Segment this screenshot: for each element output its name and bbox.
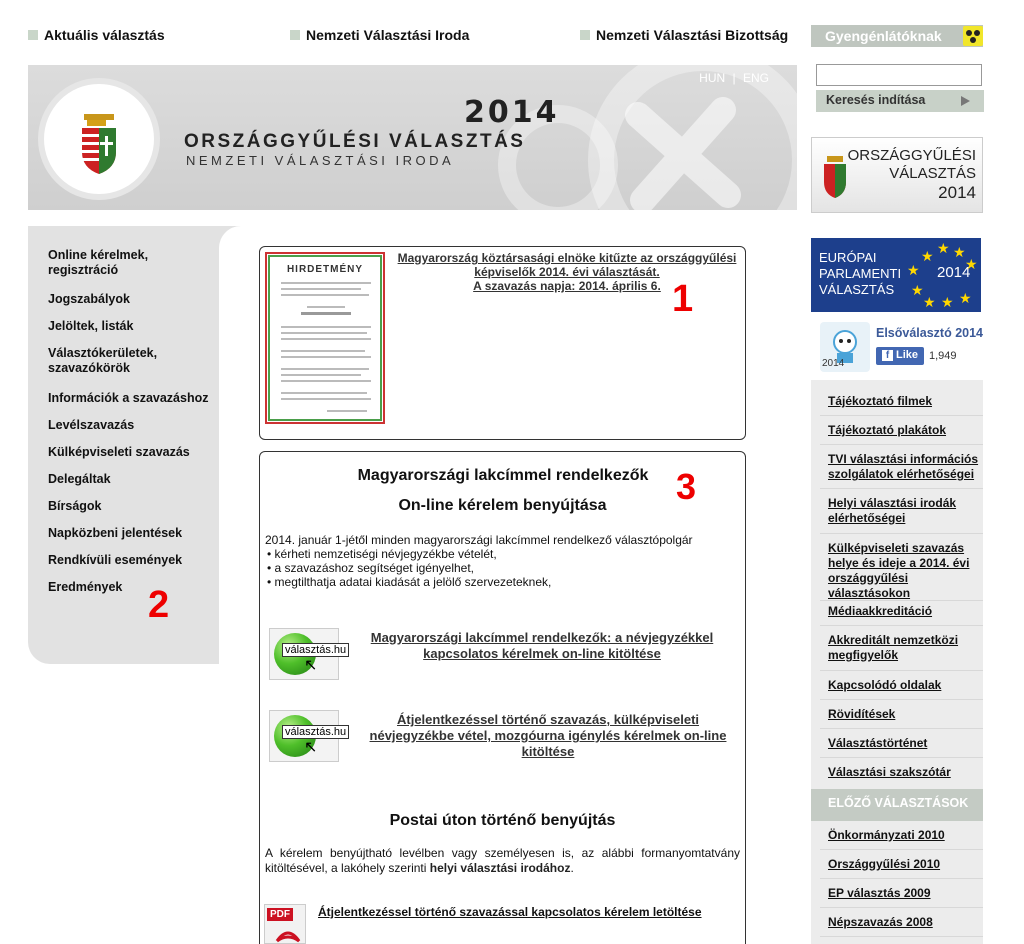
- domestic-bullet: • kérheti nemzetiségi névjegyzékbe vételét,: [267, 547, 497, 561]
- menu-item-napkozbeni[interactable]: Napközbeni jelentések: [48, 526, 183, 540]
- valasztas-hu-button[interactable]: [269, 710, 347, 762]
- sidebar-link-mediaakkreditacio[interactable]: Médiaakkreditáció: [828, 604, 933, 618]
- menu-item-jeloltek[interactable]: Jelöltek, listák: [48, 319, 134, 333]
- header-banner: [28, 65, 797, 210]
- menu-item-jogszabalyok[interactable]: Jogszabályok: [48, 292, 130, 306]
- sidebar-link-valasztastortenet[interactable]: Választástörténet: [828, 736, 928, 750]
- menu-item-birsagok[interactable]: Bírságok: [48, 499, 102, 513]
- search-button-label: Keresés indítása: [826, 93, 926, 107]
- topnav-label: Aktuális választás: [44, 27, 165, 43]
- lang-eng-link[interactable]: ENG: [742, 71, 769, 85]
- domestic-intro: 2014. január 1-jétől minden magyarországi lakcímmel rendelkező választópolgár: [265, 533, 693, 547]
- ep-line1: EURÓPAI: [819, 250, 877, 265]
- menu-item-levelszavazas[interactable]: Levélszavazás: [48, 418, 135, 432]
- online-subheading: On-line kérelem benyújtása: [398, 497, 607, 514]
- annotation-number-3: 3: [676, 466, 697, 507]
- sidebar-link-tvi[interactable]: TVI választási információs szolgálatok elérhetőségei: [828, 452, 979, 481]
- topnav-item-nvi[interactable]: [290, 27, 469, 43]
- facebook-like-button[interactable]: [876, 347, 924, 365]
- sidebar-link-nepszavazas-2008[interactable]: Népszavazás 2008: [828, 915, 933, 929]
- valasztas-hu-label: választás.hu: [282, 725, 349, 739]
- sidebar-link-kulkepviseleti[interactable]: Külképviseleti szavazás helye és ideje a 2014. évi országgyűlési választásokon: [828, 541, 970, 600]
- ep-year: 2014: [937, 264, 971, 281]
- elsovalaszto-name[interactable]: Elsőválasztó 2014: [876, 326, 984, 340]
- topnav-item-aktualis[interactable]: [28, 27, 165, 43]
- star-icon: ★: [921, 248, 934, 264]
- postal-text: [265, 846, 740, 876]
- star-icon: ★: [953, 244, 966, 260]
- hirdetmeny-title: HIRDETMÉNY: [286, 264, 364, 275]
- bullet-square-icon: [28, 30, 38, 40]
- menu-item-delegaltak[interactable]: Delegáltak: [48, 472, 111, 486]
- banner-year: 2014: [464, 95, 560, 130]
- sidebar-link-orszaggyulesi-2010[interactable]: Országgyűlési 2010: [828, 857, 941, 871]
- play-arrow-icon: [961, 96, 970, 106]
- bullet-square-icon: [580, 30, 590, 40]
- postal-heading: Postai úton történő benyújtás: [389, 812, 616, 829]
- facebook-icon: f: [882, 350, 893, 361]
- ep-line2: PARLAMENTI: [819, 266, 902, 281]
- lang-separator: |: [732, 71, 736, 85]
- menu-item-eredmenyek[interactable]: Eredmények: [48, 580, 123, 594]
- bullet-square-icon: [290, 30, 300, 40]
- mascot-year: 2014: [822, 358, 845, 369]
- domestic-bullet: • megtilthatja adatai kiadását a jelölő szervezeteknek,: [267, 575, 552, 589]
- accessibility-icon: [963, 26, 983, 46]
- postal-text-part: .: [570, 861, 574, 875]
- topnav-label: Nemzeti Választási Bizottság: [596, 27, 789, 43]
- ballot-x-icon: [618, 95, 748, 210]
- banner-subtitle: NEMZETI VÁLASZTÁSI IRODA: [186, 153, 455, 168]
- ovv-line1: ORSZÁGGYŰLÉSI: [847, 147, 976, 164]
- sidebar-link-roviditesek[interactable]: Rövidítések: [828, 707, 896, 721]
- sidebar-link-films[interactable]: Tájékoztató filmek: [828, 394, 933, 408]
- cursor-icon: ↖: [304, 739, 318, 756]
- pdf-icon[interactable]: [264, 904, 306, 944]
- menu-item-informaciok[interactable]: Információk a szavazáshoz: [48, 391, 209, 405]
- sidebar-link-kapcsolodo[interactable]: Kapcsolódó oldalak: [828, 678, 942, 692]
- annotation-number-1: 1: [672, 278, 694, 320]
- annotation-number-2: 2: [148, 584, 170, 626]
- online-request-link-1[interactable]: Magyarországi lakcímmel rendelkezők: a névjegyzékkel kapcsolatos kérelmek on-line kitöltése: [370, 630, 714, 661]
- search-input[interactable]: [816, 64, 982, 86]
- language-switch: [699, 71, 769, 85]
- valasztas-hu-button[interactable]: [269, 628, 347, 680]
- local-office-link[interactable]: helyi választási irodához: [429, 861, 571, 875]
- online-request-link-2[interactable]: Átjelentkezéssel történő szavazás, külképviseleti névjegyzékbe vétel, mozgóurna igénylés kérelmek on-line kitöltése: [369, 712, 727, 759]
- ep-2014-banner[interactable]: [811, 238, 981, 312]
- sidebar-link-szakszotar[interactable]: Választási szakszótár: [828, 765, 951, 779]
- like-count: 1,949: [929, 350, 957, 362]
- search-button[interactable]: [816, 90, 984, 112]
- hirdetmeny-thumbnail[interactable]: [265, 252, 385, 424]
- star-icon: ★: [965, 256, 978, 272]
- star-icon: ★: [941, 294, 954, 310]
- pdf-download-link[interactable]: Átjelentkezéssel történő szavazással kapcsolatos kérelem letöltése: [318, 905, 702, 919]
- star-icon: ★: [907, 262, 920, 278]
- pdf-badge: PDF: [267, 908, 293, 921]
- lang-hun-link[interactable]: HUN: [699, 71, 726, 85]
- like-label: Like: [896, 349, 919, 361]
- ep-line3: VÁLASZTÁS: [819, 282, 895, 297]
- menu-item-rendkivuli[interactable]: Rendkívüli események: [48, 553, 183, 567]
- menu-item-online-kerelmek[interactable]: Online kérelmek, regisztráció: [48, 248, 149, 277]
- notice-line2: A szavazás napja: 2014. április 6.: [473, 279, 661, 293]
- topnav-label: Nemzeti Választási Iroda: [306, 27, 470, 43]
- sidebar-link-megfigyelok[interactable]: Akkreditált nemzetközi megfigyelők: [828, 633, 959, 662]
- ovv-line3: 2014: [938, 183, 976, 202]
- notice-line1: Magyarország köztársasági elnöke kitűzte az országgyűlési képviselők 2014. évi választását.: [397, 251, 737, 279]
- topnav-item-nvb[interactable]: [580, 27, 788, 43]
- panel-corner-inner: [219, 226, 259, 266]
- sidebar-link-onkormanyzati-2010[interactable]: Önkormányzati 2010: [828, 828, 945, 842]
- sidebar-link-hvi[interactable]: Helyi választási irodák elérhetőségei: [828, 496, 957, 525]
- valasztas-hu-label: választás.hu: [282, 643, 349, 657]
- postal-text-part: A kérelem benyújtható levélben vagy személyesen is, az alábbi formanyomtatvány kitöltésével, a lakóhely szerinti: [265, 846, 740, 875]
- elsovalaszto-mascot[interactable]: [820, 322, 870, 372]
- coat-of-arms-icon: [44, 84, 154, 194]
- banner-title: ORSZÁGGYŰLÉSI VÁLASZTÁS: [184, 131, 526, 152]
- menu-item-valasztokeruletek[interactable]: Választókerületek, szavazókörök: [48, 346, 158, 375]
- ovv-line2: VÁLASZTÁS: [889, 165, 976, 182]
- domestic-bullet: • a szavazáshoz segítséget igényelhet,: [267, 561, 474, 575]
- star-icon: ★: [911, 282, 924, 298]
- star-icon: ★: [923, 294, 936, 310]
- sidebar-link-ep-2009[interactable]: EP választás 2009: [828, 886, 931, 900]
- star-icon: ★: [937, 240, 950, 256]
- ovv-2014-banner[interactable]: [811, 137, 983, 213]
- previous-elections-heading: ELŐZŐ VÁLASZTÁSOK: [811, 789, 983, 821]
- cursor-icon: ↖: [304, 657, 318, 674]
- accessibility-button[interactable]: [811, 25, 983, 47]
- sidebar-link-plakatok[interactable]: Tájékoztató plakátok: [828, 423, 947, 437]
- accessibility-label: Gyengénlátóknak: [825, 28, 942, 44]
- acrobat-icon: [275, 923, 301, 943]
- menu-item-kulkepviseleti[interactable]: Külképviseleti szavazás: [48, 445, 190, 459]
- domestic-heading: Magyarországi lakcímmel rendelkezők: [357, 467, 649, 484]
- star-icon: ★: [959, 290, 972, 306]
- coat-of-arms-logo[interactable]: [44, 84, 154, 194]
